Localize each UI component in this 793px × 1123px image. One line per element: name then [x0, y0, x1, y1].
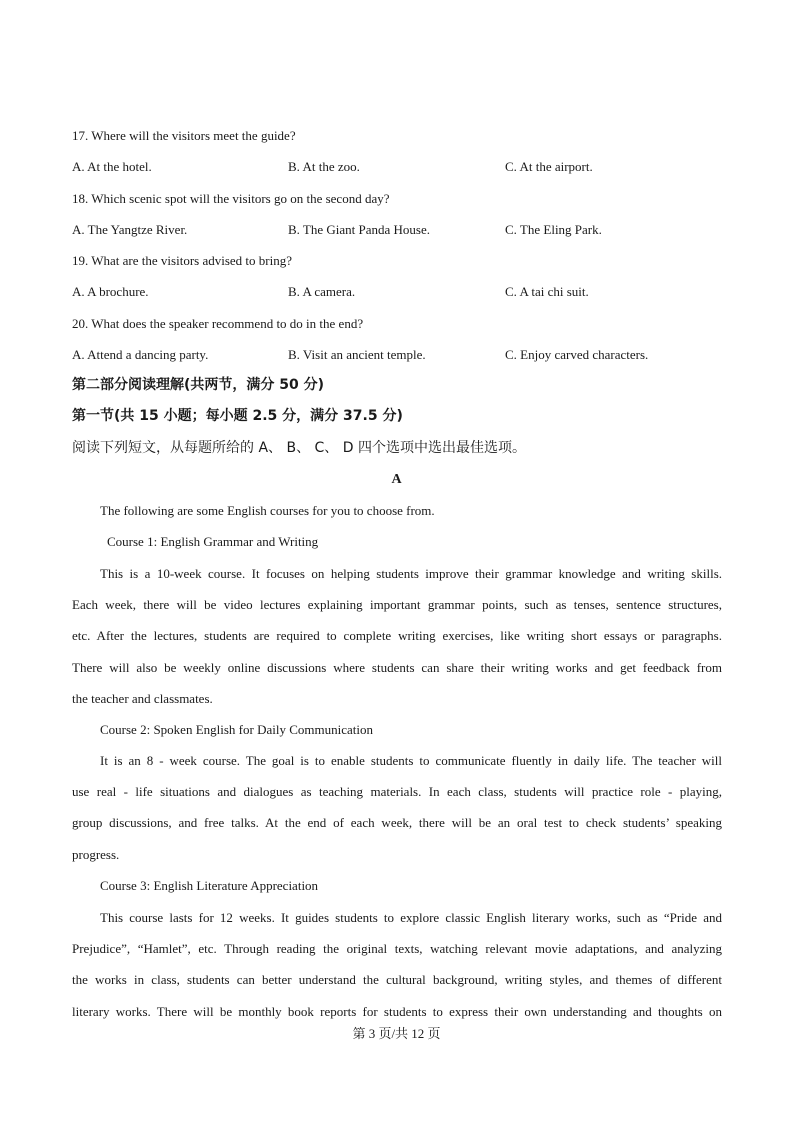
course-2-line-2: use real - life situations and dialogues as teaching materials. In each class, students will practice role - playing,	[72, 784, 722, 800]
course-1-description	[72, 558, 722, 714]
question-17-option-a: A. At the hotel.	[72, 159, 152, 174]
question-19-option-b: B. A camera.	[288, 284, 356, 299]
question-17-option-c: C. At the airport.	[505, 159, 593, 174]
reading-instruction: 阅读下列短文，从每题所给的 A、 B、 C、 D 四个选项中选出最佳选项。	[72, 440, 526, 456]
passage-label: A	[391, 472, 402, 487]
course-2-description	[72, 745, 722, 870]
course-3-line-2: Prejudice”, “Hamlet”, etc. Through reading the original texts, watching relevant movie adaptations, and analyzing	[72, 941, 722, 957]
course-1-line-4: There will also be weekly online discussions where students can share their writing works and get feedback from	[72, 659, 722, 675]
question-20-option-a: A. Attend a dancing party.	[72, 347, 209, 362]
course-2-line-4: progress.	[72, 846, 120, 862]
page-number: 第 3 页/共 12 页	[352, 1026, 441, 1041]
course-1-line-3: etc. After the lectures, students are required to complete writing exercises, like writing short essays or paragraphs.	[72, 628, 722, 644]
question-20-option-c: C. Enjoy carved characters.	[505, 347, 649, 362]
question-18-option-a: A. The Yangtze River.	[72, 222, 188, 237]
question-20-stem: 20. What does the speaker recommend to do in the end?	[72, 316, 364, 331]
part-two-title: 第二部分阅读理解(共两节，满分 50 分)	[72, 377, 325, 393]
question-18-option-c: C. The Eling Park.	[505, 222, 602, 237]
question-17-option-b: B. At the zoo.	[288, 159, 360, 174]
passage-intro: The following are some English courses for you to choose from.	[100, 503, 435, 518]
question-18-stem: 18. Which scenic spot will the visitors go on the second day?	[72, 191, 390, 206]
course-3-line-4: literary works. There will be monthly book reports for students to express their own understanding and thoughts on	[72, 1003, 722, 1019]
course-1-line-5: the teacher and classmates.	[72, 690, 213, 706]
course-1-title: Course 1: English Grammar and Writing	[107, 534, 319, 549]
course-2-line-1: It is an 8 - week course. The goal is to enable students to communicate fluently in daily life. The teacher will	[100, 753, 722, 768]
question-19-option-c: C. A tai chi suit.	[505, 284, 589, 299]
subsection-title: 第一节(共 15 小题；每小题 2.5 分，满分 37.5 分)	[72, 408, 403, 424]
question-19-option-a: A. A brochure.	[72, 284, 149, 299]
course-3-title: Course 3: English Literature Appreciation	[100, 878, 319, 893]
question-20-option-b: B. Visit an ancient temple.	[288, 347, 426, 362]
course-2-title: Course 2: Spoken English for Daily Communication	[100, 722, 373, 737]
question-19-stem: 19. What are the visitors advised to bring?	[72, 253, 292, 268]
question-18-option-b: B. The Giant Panda House.	[288, 222, 431, 237]
course-1-line-2: Each week, there will be video lectures explaining important grammar points, such as tenses, sentence structures,	[72, 597, 722, 613]
course-3-description	[72, 902, 722, 1027]
question-17-stem: 17. Where will the visitors meet the guide?	[72, 128, 296, 143]
course-3-line-3: the works in class, students can better understand the cultural background, writing styles, and themes of different	[72, 972, 722, 988]
course-3-line-1: This course lasts for 12 weeks. It guides students to explore classic English literary works, such as “Pride and	[100, 910, 722, 925]
course-2-line-3: group discussions, and free talks. At the end of each week, there will be an oral test to check students’ speaking	[72, 815, 722, 831]
course-1-line-1: This is a 10-week course. It focuses on helping students improve their grammar knowledge and writing skills.	[100, 566, 722, 581]
